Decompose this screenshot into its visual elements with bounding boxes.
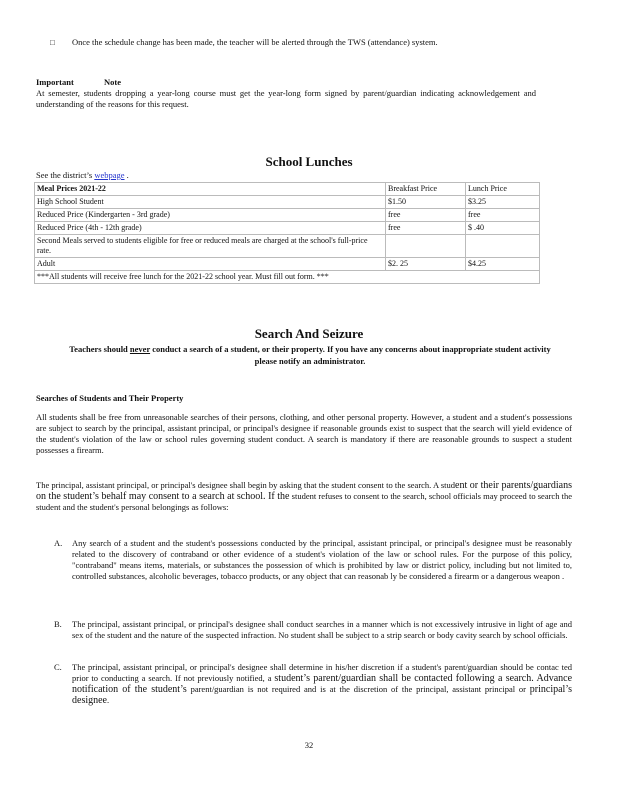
table-header-cell: Lunch Price	[466, 183, 540, 196]
table-cell: $ .40	[466, 222, 540, 235]
important-note-text: At semester, students dropping a year-long course must get the year-long form signed by parent/guardian indicating acknowledgement and understanding of the reasons for this request.	[36, 88, 536, 109]
important-note-heading: Important Note	[36, 77, 122, 87]
table-cell: $3.25	[466, 196, 540, 209]
table-cell: Reduced Price (Kindergarten - 3rd grade)	[35, 209, 386, 222]
table-cell: Second Meals served to students eligible for free or reduced meals are charged at the school's full-price rate.	[35, 235, 386, 258]
list-item-label: B.	[54, 619, 62, 629]
list-item-label: A.	[54, 538, 63, 548]
table-header-row	[35, 183, 540, 196]
table-header-cell: Breakfast Price	[386, 183, 466, 196]
table-row	[35, 258, 540, 271]
important-note	[36, 77, 576, 110]
searches-subheading: Searches of Students and Their Property	[36, 393, 184, 403]
table-cell: free	[386, 222, 466, 235]
table-cell	[466, 235, 540, 258]
table-row	[35, 222, 540, 235]
table-footer-row	[35, 271, 540, 284]
list-item-text: The principal, assistant principal, or principal's designee shall determine in his/her discretion if a student's parent/guardian should be contac ted prior to conducting a search. If not previously notified, a student’s parent/guardian shall be contacted following a search. Advance notification of the student’s parent/guardian is not required and is at the discretion of the principal, assistant principal or principal’s designee.	[72, 662, 573, 706]
search-paragraph-1: All students shall be free from unreasonable searches of their persons, clothing, and other personal property. However, a student and a student's possessions are subject to search by the principal, assistant principal, or principal's designee if reasonable grounds exist to suspect that the search will yield evidence of the student's violation of the law or school rules governing student conduct. A search is mandatory if there are reasonable grounds to suspect a student possesses a firearm.	[36, 412, 572, 455]
meal-prices-table	[34, 182, 540, 284]
table-cell: $2. 25	[386, 258, 466, 271]
table-footer-cell: ***All students will receive free lunch for the 2021-22 school year. Must fill out form. ***	[35, 271, 540, 284]
table-cell: High School Student	[35, 196, 386, 209]
bullet-text: Once the schedule change has been made, the teacher will be alerted through the TWS (attendance) system.	[72, 37, 438, 47]
table-cell: $1.50	[386, 196, 466, 209]
table-cell: free	[466, 209, 540, 222]
list-item-text: The principal, assistant principal, or principal's designee shall conduct searches in a manner which is not excessively intrusive in light of age and sex of the student and the nature of the suspected infraction. No student shall be subject to a strip search or body cavity search by school officials.	[72, 619, 572, 640]
table-cell	[386, 235, 466, 258]
school-lunches-title: School Lunches	[265, 154, 353, 169]
list-item-text: Any search of a student and the student's possessions conducted by the principal, assistant principal, or principal's designee must be reasonably related to the discovery of contraband or other evidence of a student's violation of the law or school rules. For the purpose of this policy, "contraband" means items, materials, or substances the possession of which is prohibited by law or district policy, including but not limited to, controlled substances, alcoholic beverages, tobacco products, or any object that can reasonab ly be considered a firearm or a dangerous weapon .	[72, 538, 572, 581]
district-link-line: See the district’s webpage .	[36, 170, 129, 180]
teacher-search-notice: Teachers should never conduct a search of a student, or their property. If you have any concerns about inappropriate student activity please notify an administrator.	[69, 344, 551, 366]
table-row	[35, 209, 540, 222]
table-cell: free	[386, 209, 466, 222]
district-webpage-link[interactable]: webpage	[94, 170, 125, 180]
table-header-cell: Meal Prices 2021-22	[35, 183, 386, 196]
table-row	[35, 196, 540, 209]
bullet-square-icon: □	[50, 38, 55, 47]
page-number: 32	[304, 740, 314, 750]
table-cell: Adult	[35, 258, 386, 271]
search-paragraph-2: The principal, assistant principal, or principal's designee shall begin by asking that the student consent to the search. A student or their parents/guardians on the student’s behalf may consent to a search at school. If the student refuses to consent to the search, school officials may proceed to search the student and the student's personal belongings as follows:	[36, 480, 573, 512]
search-seizure-title: Search And Seizure	[254, 326, 364, 341]
table-row	[35, 235, 540, 258]
list-item-label: C.	[54, 662, 62, 672]
never-emphasis: never	[129, 344, 151, 354]
table-cell: Reduced Price (4th - 12th grade)	[35, 222, 386, 235]
table-cell: $4.25	[466, 258, 540, 271]
